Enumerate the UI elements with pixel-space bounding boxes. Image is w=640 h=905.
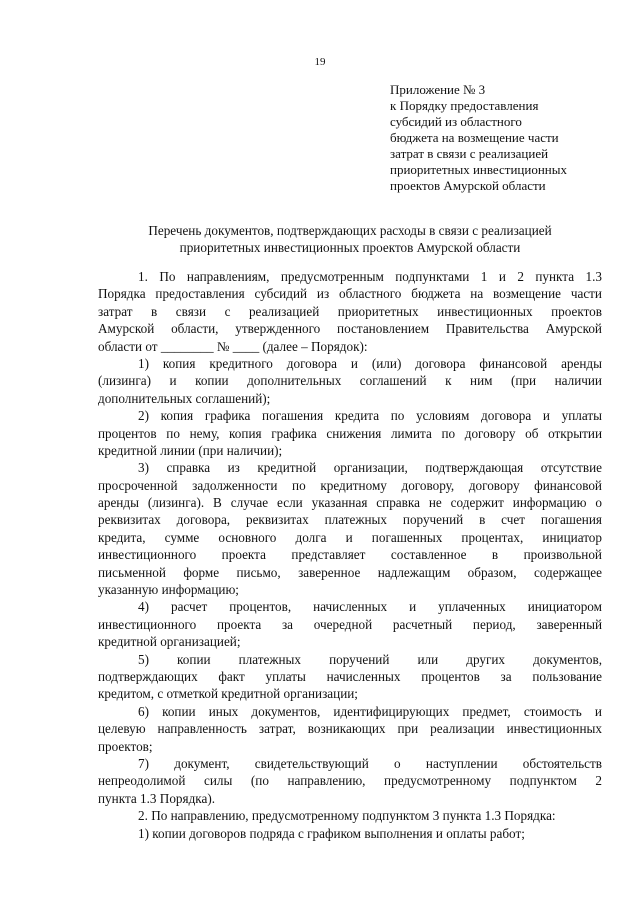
appendix-line: приоритетных инвестиционных [390,162,567,177]
body-line: дополнительных соглашений); [98,390,271,406]
appendix-line: субсидий из областного [390,114,522,129]
body-line: 5) копии платежных поручений или других документов, [138,651,602,667]
body-line: Амурской области, утвержденного постановлением Правительства Амурской [98,321,602,337]
body-line: кредитом, с отметкой кредитной организации; [98,686,358,702]
body-line: письменной форме письмо, заверенное надлежащим образом, содержащее [98,564,602,580]
appendix-line: проектов Амурской области [390,178,546,193]
body-line: аренды (лизинга). В случае если указанная справка не содержит информацию о [98,495,602,511]
title-line: приоритетных инвестиционных проектов Амурской области [179,240,521,255]
body-line: области от ________ № ____ (далее – Порядок): [98,338,368,354]
body-line: кредитной линии (при наличии); [98,442,283,458]
page-number: 19 [314,56,326,68]
body-line: целевую направленность затрат, возникающих при реализации инвестиционных [98,721,602,737]
body-line: проектов; [98,738,153,754]
body-line: реквизитах договора, реквизитах платежных поручений в счет погашения [98,512,602,528]
body-line: непреодолимой силы (по направлению, предусмотренному подпунктом 2 [98,773,602,789]
body-line: 2. По направлению, предусмотренному подпунктом 3 пункта 1.3 Порядка: [138,808,556,824]
body-line: (лизинга) и копии дополнительных соглашений к ним (при наличии [98,373,602,389]
body-line: 6) копии иных документов, идентифицирующих предмет, стоимость и [138,703,602,719]
body-line: просроченной задолженности по кредитному договору, договору финансовой [98,477,602,493]
body-line: указанную информацию; [98,582,239,598]
appendix-line: бюджета на возмещение части [390,130,559,145]
body-line: подтверждающих факт уплаты начисленных процентов за пользование [98,668,602,684]
body-line: 1) копии договоров подряда с графиком выполнения и оплаты работ; [138,825,525,841]
body-line: 7) документ, свидетельствующий о наступлении обстоятельств [138,755,602,771]
body-line: кредитной организацией; [98,634,241,650]
body-line: затрат в связи с реализацией приоритетных инвестиционных проектов [98,303,602,319]
body-line: 4) расчет процентов, начисленных и уплаченных инициатором [138,599,602,615]
appendix-line: к Порядку предоставления [390,98,539,113]
appendix-line: затрат в связи с реализацией [390,146,549,161]
title-line: Перечень документов, подтверждающих расходы в связи с реализацией [148,223,552,238]
body-line: 1) копия кредитного договора и (или) договора финансовой аренды [138,355,602,371]
document-title [100,222,600,256]
body-line: 3) справка из кредитной организации, подтверждающая отсутствие [138,460,602,476]
appendix-line: Приложение № 3 [390,82,486,97]
body-line: 1. По направлениям, предусмотренным подпунктами 1 и 2 пункта 1.3 [138,269,602,284]
body-line: кредита, сумме основного долга и погашенных процентах, инициатор [98,529,602,545]
body-line: Порядка предоставления субсидий из областного бюджета на возмещение части [98,286,602,302]
body-line: пункта 1.3 Порядка). [98,790,216,806]
body-line: инвестиционного проекта за очередной расчетный период, заверенный [98,616,602,632]
body-line: инвестиционного проекта представляет составленное в произвольной [98,547,602,563]
appendix-header [390,82,620,194]
body-line: 2) копия графика погашения кредита по условиям договора и уплаты [138,408,602,424]
document-body [98,268,602,842]
body-line: процентов по нему, копия графика снижения лимита по договору об открытии [98,425,602,441]
